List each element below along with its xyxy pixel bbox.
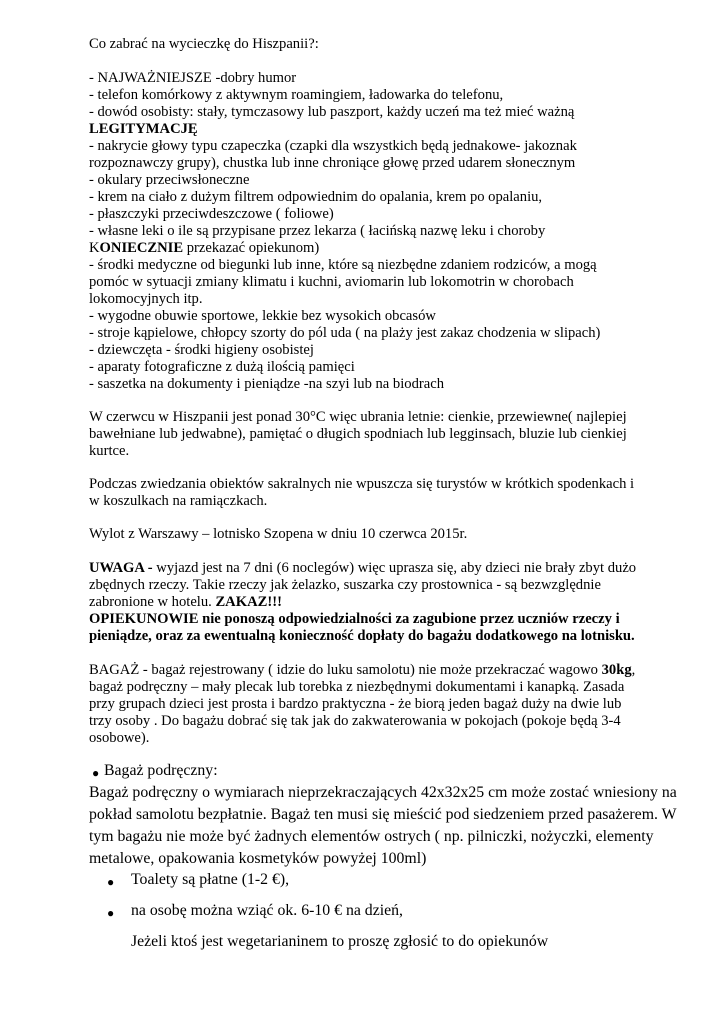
- paragraph-line: Jeżeli ktoś jest wegetarianinem to proszę zgłosić to do opiekunów: [131, 933, 549, 950]
- list-item: pomóc w sytuacji zmiany klimatu i kuchni, aviomarin lub lokomotrin w chorobach: [89, 274, 574, 290]
- doc-title: Co zabrać na wycieczkę do Hiszpanii?:: [89, 36, 319, 52]
- bullet-icon: ●: [92, 766, 100, 780]
- weight-limit: 30kg: [601, 662, 632, 678]
- paragraph-line: zbędnych rzeczy. Takie rzeczy jak żelazko, suszarka czy prostownica - są bezwzględnie: [89, 577, 601, 593]
- list-item: [89, 240, 319, 257]
- paragraph-line: [89, 594, 282, 611]
- paragraph-line: w koszulkach na ramiączkach.: [89, 493, 268, 509]
- list-item: - własne leki o ile są przypisane przez lekarza ( łacińską nazwę leku i choroby: [89, 223, 546, 239]
- list-item: na osobę można wziąć ok. 6-10 € na dzień,: [131, 902, 403, 919]
- paragraph-line: tym bagażu nie może być żadnych elementów ostrych ( np. pilniczki, nożyczki, elementy: [89, 828, 654, 845]
- paragraph-line: bawełniane lub jedwabne), pamiętać o długich spodniach lub legginsach, bluzie lub cienkiej: [89, 426, 627, 442]
- paragraph-line: Wylot z Warszawy – lotnisko Szopena w dniu 10 czerwca 2015r.: [89, 526, 468, 542]
- list-item: - okulary przeciwsłoneczne: [89, 172, 250, 188]
- warning-label: UWAGA -: [89, 560, 157, 576]
- list-item: lokomocyjnych itp.: [89, 291, 203, 307]
- list-item: - nakrycie głowy typu czapeczka (czapki dla wszystkich będą jednakowe- jakoznak: [89, 138, 577, 154]
- list-item: - NAJWAŻNIEJSZE -dobry humor: [89, 70, 297, 86]
- section-heading: Bagaż podręczny:: [104, 762, 218, 779]
- list-item: - telefon komórkowy z aktywnym roamingiem, ładowarka do telefonu,: [89, 87, 504, 103]
- paragraph-line: pieniądze, oraz za ewentualną konieczność dopłaty do bagażu dodatkowego na lotnisku.: [89, 628, 635, 644]
- list-item: rozpoznawczy grupy), chustka lub inne chroniące głowę przed udarem słonecznym: [89, 155, 576, 171]
- paragraph-line: metalowe, opakowania kosmetyków powyżej 100ml): [89, 850, 427, 867]
- list-item: - środki medyczne od biegunki lub inne, które są niezbędne zdaniem rodziców, a mogą: [89, 257, 597, 273]
- paragraph-text: zabronione w hotelu.: [89, 594, 216, 610]
- list-item: Toalety są płatne (1-2 €),: [131, 871, 290, 888]
- bullet-icon: ●: [107, 875, 115, 889]
- bullet-icon: ●: [107, 906, 115, 920]
- list-item: - aparaty fotograficzne z dużą ilością pamięci: [89, 359, 355, 375]
- paragraph-line: Podczas zwiedzania obiektów sakralnych nie wpuszcza się turystów w krótkich spodenkach i: [89, 476, 635, 492]
- list-item: - krem na ciało z dużym filtrem odpowiednim do opalania, krem po opalaniu,: [89, 189, 543, 205]
- list-item: - wygodne obuwie sportowe, lekkie bez wysokich obcasów: [89, 308, 436, 324]
- list-item: - stroje kąpielowe, chłopcy szorty do pól uda ( na plaży jest zakaz chodzenia w slipach): [89, 325, 601, 341]
- paragraph-text: ,: [631, 662, 636, 678]
- list-item: - dziewczęta - środki higieny osobistej: [89, 342, 314, 358]
- list-item: - dowód osobisty: stały, tymczasowy lub paszport, każdy uczeń ma też mieć ważną: [89, 104, 575, 120]
- paragraph-line: OPIEKUNOWIE nie ponoszą odpowiedzialności za zagubione przez uczniów rzeczy i: [89, 611, 620, 627]
- ban-label: ZAKAZ!!!: [215, 594, 282, 610]
- list-item-emphasis: ONIECZNIE: [99, 240, 184, 256]
- paragraph-text: wyjazd jest na 7 dni (6 noclegów) więc uprasza się, aby dzieci nie brały zbyt dużo: [156, 560, 637, 576]
- list-item-text: przekazać opiekunom): [183, 240, 320, 256]
- paragraph-line: kurtce.: [89, 443, 130, 459]
- list-item: LEGITYMACJĘ: [89, 121, 198, 137]
- paragraph-line: [89, 560, 636, 577]
- paragraph-line: bagaż podręczny – mały plecak lub torebka z niezbędnymi dokumentami i kanapką. Zasada: [89, 679, 625, 695]
- list-item: - płaszczyki przeciwdeszczowe ( foliowe): [89, 206, 334, 222]
- paragraph-line: [89, 662, 635, 679]
- paragraph-line: pokład samolotu bezpłatnie. Bagaż ten musi się mieścić pod siedzeniem przed pasażerem. W: [89, 806, 677, 823]
- paragraph-line: przy grupach dzieci jest prosta i bardzo praktyczna - że biorą jeden bagaż duży na dwie lub: [89, 696, 622, 712]
- list-item-text: K: [89, 240, 100, 256]
- paragraph-text: BAGAŻ - bagaż rejestrowany ( idzie do luku samolotu) nie może przekraczać wagowo: [89, 662, 602, 678]
- list-item: - saszetka na dokumenty i pieniądze -na szyi lub na biodrach: [89, 376, 444, 392]
- paragraph-line: Bagaż podręczny o wymiarach nieprzekraczających 42x32x25 cm może zostać wniesiony na: [89, 784, 677, 801]
- paragraph-line: osobowe).: [89, 730, 150, 746]
- paragraph-line: W czerwcu w Hiszpanii jest ponad 30°C więc ubrania letnie: cienkie, przewiewne( najlepiej: [89, 409, 627, 425]
- paragraph-line: trzy osoby . Do bagażu dobrać się tak jak do zakwaterowania w pokojach (pokoje będą 3-4: [89, 713, 621, 729]
